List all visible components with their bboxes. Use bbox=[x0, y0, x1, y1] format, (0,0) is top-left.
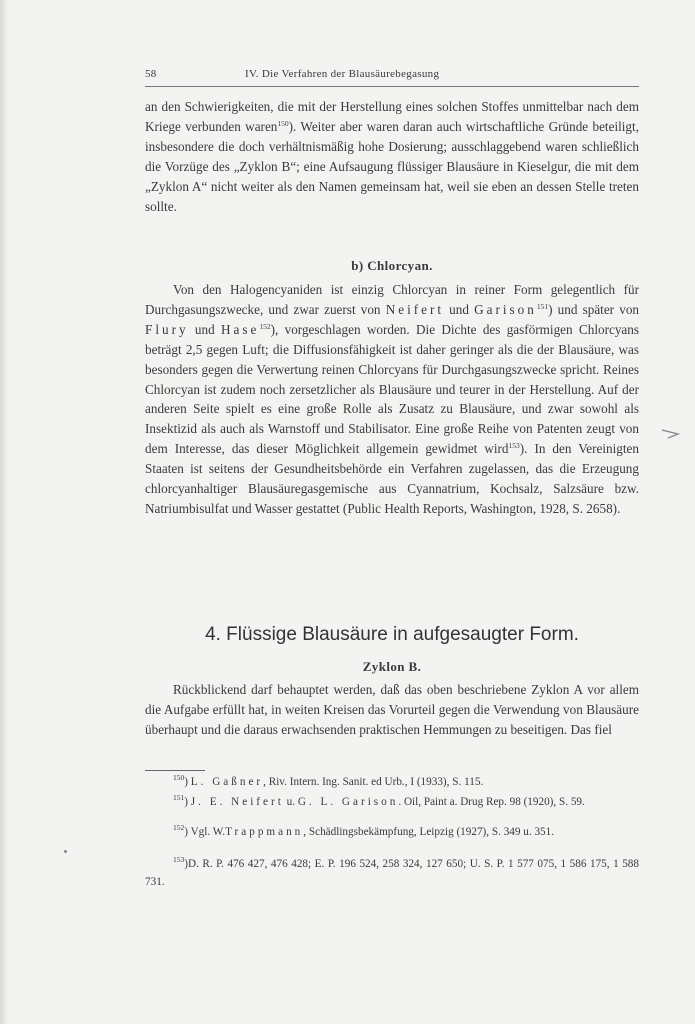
p2-text-a: Von den Halogencyaniden ist einzig Chlorcyan in reiner Form gelegentlich für Durchgasungszwecke, und zwar zuerst von bbox=[145, 282, 639, 317]
footnote-153: $^{153}$)D. R. P. 476 427, 476 428; E. P. 196 524, 258 324, 127 650; U. S. P. 1 577 075, 1 586 175, 1 588 731. bbox=[145, 855, 639, 888]
p2-text-d: und bbox=[188, 321, 221, 337]
scan-mark-icon bbox=[662, 428, 682, 440]
p2-text-e: ), vorgeschlagen worden. Die Dichte des gasförmigen Chlorcyans beträgt 2,5 gegen Luft; die Diffusionsfähigkeit ist daher geringer als die der Blausäure, was besonders gegen die Verwertung reinen Chlorcyans für Durchgasungszwecke spricht. Reines Chlorcyan ist zudem noch zersetzlicher als Blausäure und teurer in der Herstellung. Auf der anderen Seite spielt es eine große Rolle als Zusatz zu Blausäure, und zwar sowohl als Insektizid als auch als Warnstoff und Stabilisator. Eine große Reihe von Patenten zeugt von dem Interesse, das dieser Möglichkeit allgemein gewidmet wird bbox=[145, 321, 639, 457]
footnote-text: u. bbox=[283, 796, 298, 808]
footnote-number: 151 bbox=[173, 793, 185, 802]
footnote-ref-152: 152 bbox=[259, 321, 271, 331]
paragraph-chlorcyan bbox=[145, 280, 639, 519]
author-garison: Garison bbox=[474, 301, 537, 317]
footnote-author: J. E. Neifert bbox=[190, 796, 284, 808]
footnote-text: , Riv. Intern. Ing. Sanit. ed Urb., I (1933), S. 115. bbox=[263, 776, 484, 788]
footnote-author: Trappmann bbox=[225, 826, 304, 838]
p2-text-b: und bbox=[444, 301, 475, 317]
footnote-author: G. L. Garison bbox=[297, 796, 399, 808]
running-head-title: IV. Die Verfahren der Blausäurebegasung bbox=[245, 68, 440, 80]
footnote-text: , Schädlingsbekämpfung, Leipzig (1927), S. 349 u. 351. bbox=[303, 826, 555, 838]
footnote-number: 150 bbox=[173, 773, 185, 782]
author-flury: Flury bbox=[145, 321, 189, 337]
subheading-zyklon-b: Zyklon B. bbox=[362, 659, 422, 674]
footnote-150: $^{150}$) L. Gaßner, Riv. Intern. Ing. Sanit. ed Urb., I (1933), S. 115. bbox=[173, 773, 484, 788]
footnote-ref-153: 153 bbox=[508, 441, 520, 451]
footnote-ref-150: 150 bbox=[277, 118, 289, 128]
footnote-rule bbox=[145, 770, 205, 771]
page-number: 58 bbox=[145, 68, 157, 80]
footnote-151: $^{151}$) J. E. Neifert u. G. L. Garison. Oil, Paint a. Drug Rep. 98 (1920), S. 59. bbox=[173, 793, 585, 808]
running-head bbox=[145, 68, 639, 86]
author-hase: Hase bbox=[220, 321, 260, 337]
scan-edge-shadow bbox=[0, 0, 8, 1024]
p2-text-c: ) und später von bbox=[548, 301, 640, 317]
header-rule bbox=[145, 86, 639, 87]
paragraph-zyklon-b: Rückblickend darf behauptet werden, daß das oben beschriebene Zyklon A vor allem die Aufgabe erfüllt hat, in weiten Kreisen das Vorurteil gegen die Verwendung von Blausäure überhaupt und die daraus erwachsenden praktischen Hemmungen zu beseitigen. Das fiel bbox=[145, 682, 639, 737]
p1-text-a: an den Schwierigkeiten, die mit der Herstellung eines solchen Stoffes unmittelbar nach dem Kriege verbunden waren bbox=[145, 99, 639, 134]
p1-text-b: ). Weiter aber waren daran auch wirtschaftliche Gründe beteiligt, insbesondere die doch verhältnismäßig hohe Dosierung; ausschlaggebend waren schließlich die Vorzüge des „Zyklon B“; eine Aufsaugung flüssiger Blausäure in Kieselgur, die mit dem „Zyklon A“ nicht weiter als den Namen gemeinsam hat, weil sie eben an dessen Stelle treten sollte. bbox=[145, 118, 639, 214]
subheading-chlorcyan: b) Chlorcyan. bbox=[351, 258, 433, 273]
author-neifert: Neifert bbox=[385, 301, 445, 317]
paragraph-continuation bbox=[145, 97, 639, 216]
footnote-number: 152 bbox=[173, 823, 185, 832]
p2-text-f: ). In den Vereinigten Staaten ist seitens der Gesundheitsbehörde ein Verfahren zugelassen, das die Erzeugung chlorcyanhaltiger Blausäuregasgemische aus Cyannatrium, Kochsalz, Salzsäure bzw. Natriumbisulfat und Wasser gestattet (Public Health Reports, Washington, 1928, S. 2658). bbox=[145, 441, 639, 516]
section-heading: 4. Flüssige Blausäure in aufgesaugter Form. bbox=[205, 624, 579, 645]
footnote-number: 153 bbox=[173, 855, 185, 864]
footnote-text: D. R. P. 476 427, 476 428; E. P. 196 524, 258 324, 127 650; U. S. P. 1 577 075, 1 586 175, 1 588 731. bbox=[145, 858, 639, 888]
footnote-text: . Oil, Paint a. Drug Rep. 98 (1920), S. 59. bbox=[398, 796, 585, 808]
footnote-152: $^{152}$) Vgl. W.Trappmann, Schädlingsbekämpfung, Leipzig (1927), S. 349 u. 351. bbox=[173, 823, 555, 838]
scan-speck bbox=[64, 850, 67, 853]
footnote-text: Vgl. W. bbox=[190, 826, 226, 838]
footnote-author: L. Gaßner bbox=[190, 776, 264, 788]
footnote-ref-151: 151 bbox=[536, 301, 549, 311]
